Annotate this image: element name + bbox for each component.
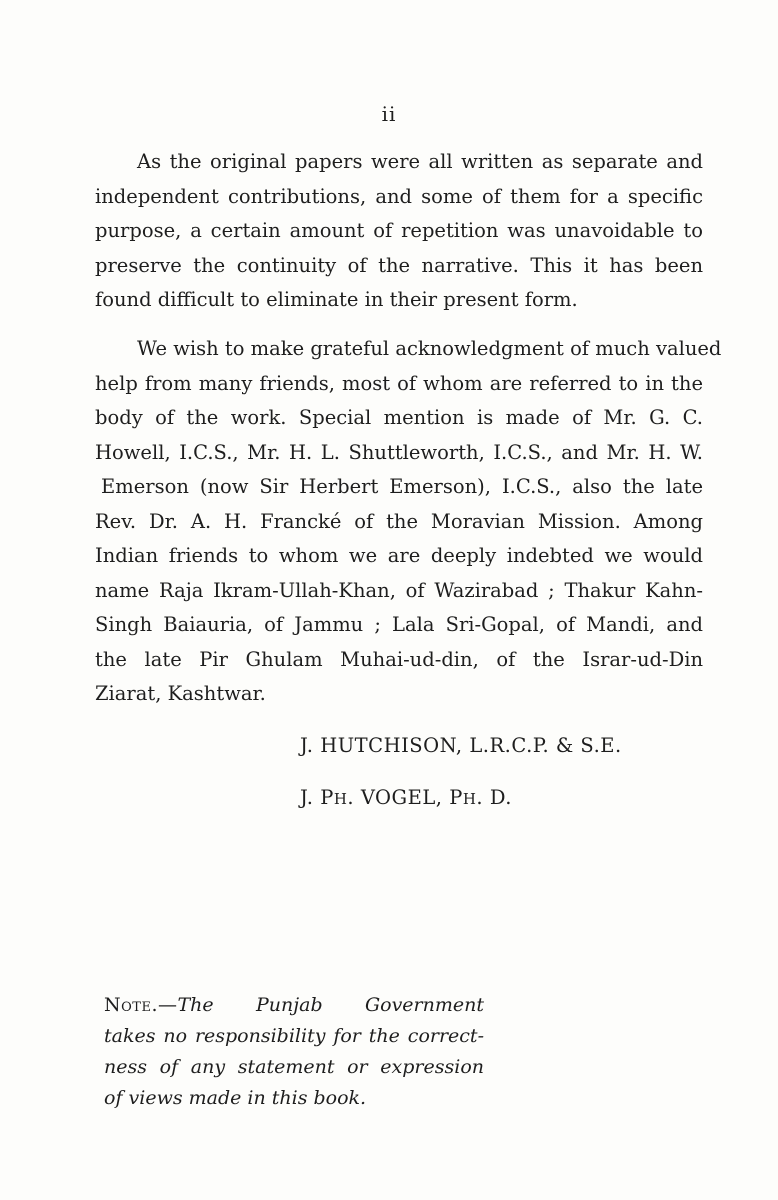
signature-vogel bbox=[300, 786, 512, 809]
paragraph-line: Emerson (now Sir Herbert Emerson), I.C.S., also the late bbox=[101, 475, 703, 498]
page-number: ii bbox=[381, 102, 397, 126]
note-dash: .— bbox=[151, 994, 178, 1016]
paragraph-line: help from many friends, most of whom are referred to in the bbox=[95, 371, 703, 395]
paragraph-line: Singh Baiauria, of Jammu ; Lala Sri-Gopal, of Mandi, and bbox=[95, 613, 703, 636]
note-line: ness of any statement or expression bbox=[104, 1056, 484, 1078]
paragraph-line: As the original papers were all written as separate and bbox=[137, 150, 703, 173]
signature-small-caps: H bbox=[333, 790, 348, 808]
paragraph-line: Ziarat, Kashtwar. bbox=[95, 682, 266, 705]
signature-text: . VOGEL, P bbox=[347, 786, 463, 809]
note-line: takes no responsibility for the correct- bbox=[104, 1025, 484, 1047]
note-label bbox=[104, 994, 178, 1016]
paragraph-line: body of the work. Special mention is made of Mr. G. C. bbox=[95, 406, 703, 429]
paragraph-line: purpose, a certain amount of repetition was unavoidable to bbox=[95, 219, 703, 242]
note-text: The Punjab Government bbox=[177, 994, 484, 1016]
paragraph-repetition bbox=[95, 145, 703, 318]
signature-text: J. P bbox=[300, 786, 334, 809]
paragraph-line: Rev. Dr. A. H. Francké of the Moravian Mission. Among bbox=[95, 509, 703, 533]
paragraph-line: independent contributions, and some of them for a specific bbox=[95, 184, 703, 208]
paragraph-line: Howell, I.C.S., Mr. H. L. Shuttleworth, I.C.S., and Mr. H. W. bbox=[95, 440, 703, 464]
note-line bbox=[104, 990, 484, 1021]
disclaimer-note bbox=[104, 990, 484, 1114]
signature-hutchison: J. HUTCHISON, L.R.C.P. & S.E. bbox=[300, 734, 622, 757]
paragraph-line: preserve the continuity of the narrative. This it has been bbox=[95, 253, 703, 277]
note-label-rest: ote bbox=[121, 994, 152, 1016]
signature-small-caps: H bbox=[462, 790, 477, 808]
signature-text: . D. bbox=[476, 786, 512, 809]
paragraph-line: Indian friends to whom we are deeply indebted we would bbox=[95, 544, 703, 567]
note-line: of views made in this book. bbox=[104, 1087, 367, 1109]
paragraph-line: the late Pir Ghulam Muhai-ud-din, of the Israr-ud-Din bbox=[95, 647, 703, 671]
paragraph-line: We wish to make grateful acknowledgment of much valued bbox=[137, 337, 722, 360]
paragraph-line: name Raja Ikram-Ullah-Khan, of Wazirabad ; Thakur Kahn- bbox=[95, 578, 703, 602]
note-label-initial: N bbox=[104, 994, 122, 1016]
paragraph-line: found difficult to eliminate in their present form. bbox=[95, 288, 578, 311]
paragraph-acknowledgments bbox=[95, 332, 722, 712]
